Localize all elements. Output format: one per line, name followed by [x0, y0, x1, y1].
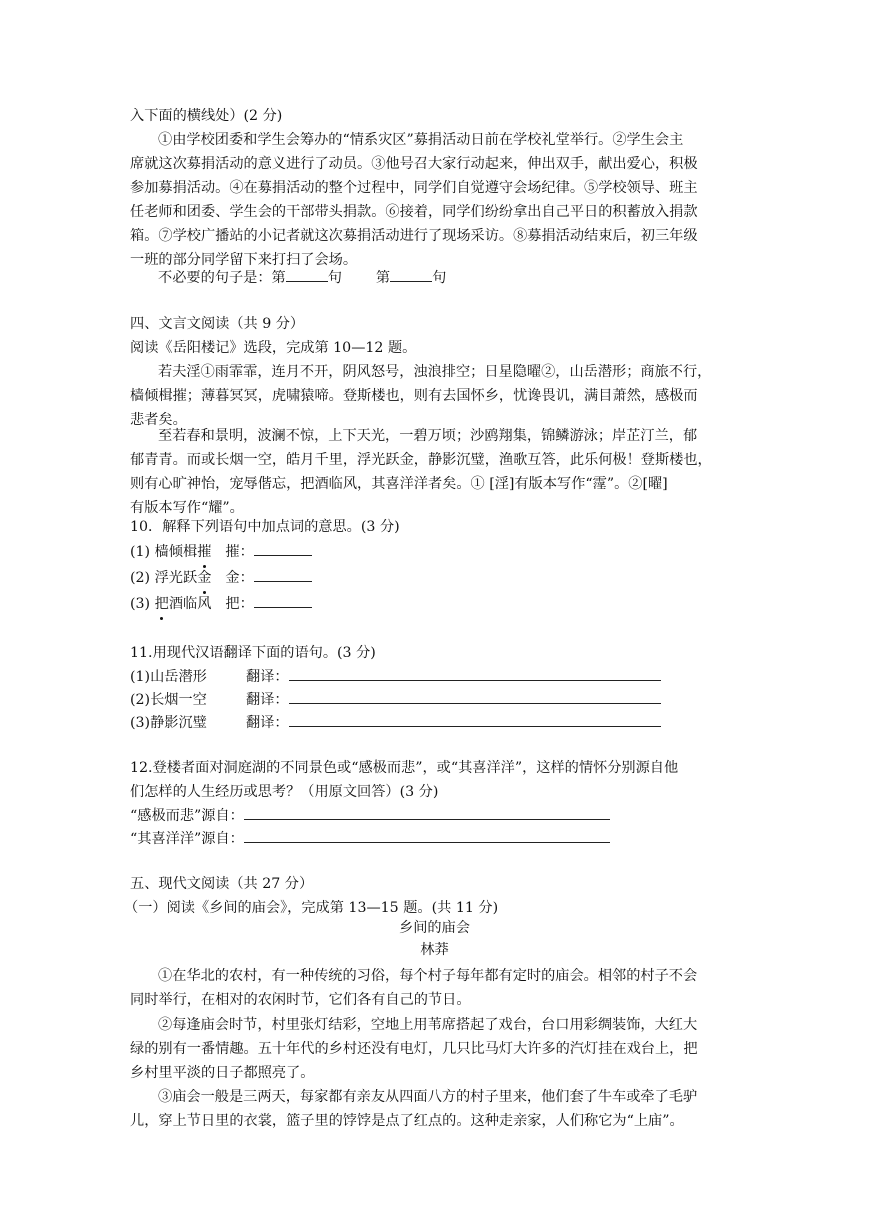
classical-text-line: 樯倾楫摧；薄暮冥冥，虎啸猿啼。登斯楼也，则有去国怀乡，忧谗畏讥，满目萧然，感极而	[130, 388, 698, 404]
q9-answer-row: 不必要的句子是：第 句 第 句	[158, 267, 446, 288]
article-line: 绿的别有一番情趣。五十年代的乡村还没有电灯，几只比马灯大许多的汽灯挂在戏台上，把	[130, 1041, 698, 1057]
q10-item: (3) 把酒临风 把：	[130, 593, 312, 614]
q9-passage-line: 箱。⑦学校广播站的小记者就这次募捐活动进行了现场采访。⑧募捐活动结束后，初三年级	[130, 228, 698, 244]
section4-instruction: 阅读《岳阳楼记》选段，完成第 10—12 题。	[130, 340, 417, 356]
q10-blank-1[interactable]	[254, 541, 312, 556]
q10-item: (2) 浮光跃金 金：	[130, 567, 312, 588]
q9-passage-line: 席就这次募捐活动的意义进行了动员。③他号召大家行动起来，伸出双手，献出爱心，积极	[130, 156, 698, 172]
q11-blank-1[interactable]	[289, 666, 661, 681]
q11-item: (1)山岳潜形 翻译：	[130, 666, 661, 687]
article-line: 儿，穿上节日里的衣裳，篮子里的饽饽是点了红点的。这种走亲家，人们称它为“上庙”。	[130, 1113, 684, 1129]
q9-answer-blank-2[interactable]	[390, 267, 432, 282]
q10-blank-2[interactable]	[254, 567, 312, 582]
q10-blank-3[interactable]	[254, 593, 312, 608]
q12-blank-1[interactable]	[244, 805, 610, 820]
article-line: 同时举行，在相对的农闲时节，它们各有自己的节日。	[130, 992, 471, 1008]
q11-item: (3)静影沉璧 翻译：	[130, 712, 661, 733]
article-line: ①在华北的农村，有一种传统的习俗，每个村子每年都有定时的庙会。相邻的村子不会	[158, 968, 698, 984]
classical-text-line: 至若春和景明，波澜不惊，上下天光，一碧万顷；沙鸥翔集，锦鳞游泳；岸芷汀兰，郁	[158, 428, 698, 444]
q9-passage-line: 任老师和团委、学生会的干部带头捐款。⑥接着，同学们纷纷拿出自己平日的积蓄放入捐款	[130, 204, 698, 220]
article-author: 林莽	[420, 942, 449, 958]
q11-blank-3[interactable]	[289, 712, 661, 727]
q9-answer-label: 不必要的句子是：	[158, 270, 272, 286]
q12-answer: “其喜洋洋”源自：	[130, 828, 610, 849]
classical-text-line: 有版本写作“耀”。	[130, 500, 244, 516]
q12-title-line: 12.登楼者面对洞庭湖的不同景色或“感极而悲”，或“其喜洋洋”，这样的情怀分别源自他	[130, 760, 679, 776]
article-line: 乡村里平淡的日子都照亮了。	[130, 1065, 315, 1081]
classical-text-line: 郁青青。而或长烟一空，皓月千里，浮光跃金，静影沉璧，渔歌互答，此乐何极！登斯楼也，	[130, 452, 712, 468]
section5-subheading: （一）阅读《乡间的庙会》，完成第 13—15 题。(共 11 分)	[124, 900, 499, 916]
q9-intro-end: 入下面的横线处）(2 分)	[130, 108, 283, 124]
q9-passage-line: ①由学校团委和学生会筹办的“情系灾区”募捐活动日前在学校礼堂举行。②学生会主	[158, 132, 684, 148]
q9-passage-line: 一班的部分同学留下来打扫了会场。	[130, 252, 358, 268]
q12-title-line: 们怎样的人生经历或思考？（用原文回答）(3 分)	[130, 784, 439, 800]
q11-title: 11.用现代汉语翻译下面的语句。(3 分)	[130, 645, 376, 661]
q9-passage-line: 参加募捐活动。④在募捐活动的整个过程中，同学们自觉遵守会场纪律。⑤学校领导、班主	[130, 180, 698, 196]
classical-text-line: 悲者矣。	[130, 412, 187, 428]
q12-blank-2[interactable]	[244, 828, 610, 843]
article-line: ③庙会一般是三两天，每家都有亲友从四面八方的村子里来，他们套了牛车或牵了毛驴	[158, 1089, 698, 1105]
q10-title: 10．解释下列语句中加点词的意思。(3 分)	[130, 519, 400, 535]
classical-text-line: 若夫淫①雨霏霏，连月不开，阴风怒号，浊浪排空；日星隐曜②，山岳潜形；商旅不行，	[158, 364, 712, 380]
q12-answer: “感极而悲”源自：	[130, 805, 610, 826]
section4-heading: 四、文言文阅读（共 9 分）	[130, 316, 305, 332]
q11-item: (2)长烟一空 翻译：	[130, 689, 661, 710]
article-line: ②每逢庙会时节，村里张灯结彩，空地上用苇席搭起了戏台，台口用彩绸装饰，大红大	[158, 1017, 698, 1033]
article-title: 乡间的庙会	[399, 920, 470, 936]
classical-text-line: 则有心旷神怡，宠辱偕忘，把酒临风，其喜洋洋者矣。① [淫]有版本写作“霪”。②[曜]	[130, 476, 668, 492]
q9-answer-blank-1[interactable]	[286, 267, 328, 282]
section5-heading: 五、现代文阅读（共 27 分）	[130, 876, 314, 892]
q10-item: (1) 樯倾楫摧 摧：	[130, 541, 312, 562]
q11-blank-2[interactable]	[289, 689, 661, 704]
